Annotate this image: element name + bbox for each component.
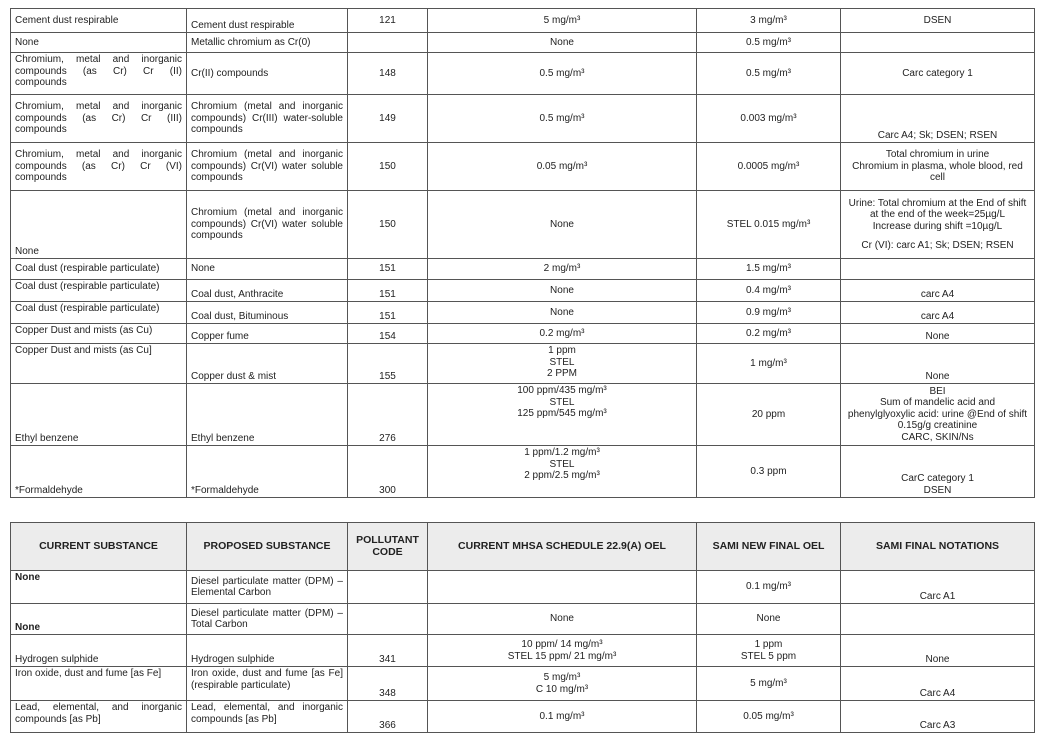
pollutant-code: 276: [348, 384, 428, 446]
current-oel: None: [428, 280, 697, 302]
table-row: [11, 701, 1035, 733]
new-oel: 0.3 ppm: [697, 446, 841, 498]
current-oel: 0.5 mg/m³: [428, 53, 697, 95]
notations: DSEN: [841, 9, 1035, 33]
notations: None: [841, 635, 1035, 667]
notations: CarC category 1 DSEN: [841, 446, 1035, 498]
current-substance: Coal dust (respirable particulate): [11, 280, 187, 302]
current-substance: Copper Dust and mists (as Cu]: [11, 344, 187, 384]
pollutant-code: 151: [348, 259, 428, 280]
current-substance: None: [11, 604, 187, 635]
oel-table-1: [10, 8, 1035, 498]
notations: Carc A3: [841, 701, 1035, 733]
current-substance: Ethyl benzene: [11, 384, 187, 446]
pollutant-code: 150: [348, 143, 428, 191]
table-row: [11, 571, 1035, 604]
current-oel: 0.1 mg/m³: [428, 701, 697, 733]
notations: None: [841, 324, 1035, 344]
new-oel: 20 ppm: [697, 384, 841, 446]
current-oel: [428, 571, 697, 604]
pollutant-code: 300: [348, 446, 428, 498]
new-oel: 5 mg/m³: [697, 667, 841, 701]
table-row: [11, 604, 1035, 635]
notations: Carc A4: [841, 667, 1035, 701]
current-substance: None: [11, 191, 187, 259]
current-substance: Chromium, metal and inorganic compounds (as Cr) Cr (VI) compounds: [11, 143, 187, 191]
header-row: [11, 523, 1035, 571]
table-row: [11, 280, 1035, 302]
new-oel: 1 mg/m³: [697, 344, 841, 384]
pollutant-code: 155: [348, 344, 428, 384]
new-oel: STEL 0.015 mg/m³: [697, 191, 841, 259]
current-oel: 0.5 mg/m³: [428, 95, 697, 143]
new-oel: 0.9 mg/m³: [697, 302, 841, 324]
current-oel: 5 mg/m³: [428, 9, 697, 33]
proposed-substance: Cement dust respirable: [187, 9, 348, 33]
new-oel: 3 mg/m³: [697, 9, 841, 33]
table-row: [11, 667, 1035, 701]
header-notations: SAMI FINAL NOTATIONS: [841, 523, 1035, 571]
notations: Urine: Total chromium at the End of shift at the end of the week=25µg/L Increase during shift =10µg/L Cr (VI): carc A1; Sk; DSEN; RSEN: [841, 191, 1035, 259]
current-oel: 0.05 mg/m³: [428, 143, 697, 191]
current-substance: Lead, elemental, and inorganic compounds [as Pb]: [11, 701, 187, 733]
new-oel: 0.2 mg/m³: [697, 324, 841, 344]
proposed-substance: Copper fume: [187, 324, 348, 344]
current-substance: Iron oxide, dust and fume [as Fe]: [11, 667, 187, 701]
new-oel: None: [697, 604, 841, 635]
current-substance: None: [11, 571, 187, 604]
proposed-substance: Metallic chromium as Cr(0): [187, 33, 348, 53]
pollutant-code: 151: [348, 280, 428, 302]
table-row: [11, 143, 1035, 191]
header-current-oel: CURRENT MHSA SCHEDULE 22.9(A) OEL: [428, 523, 697, 571]
notations: Total chromium in urine Chromium in plasma, whole blood, red cell: [841, 143, 1035, 191]
proposed-substance: Copper dust & mist: [187, 344, 348, 384]
new-oel: 0.1 mg/m³: [697, 571, 841, 604]
current-substance: Chromium, metal and inorganic compounds (as Cr) Cr (III) compounds: [11, 95, 187, 143]
current-substance: Coal dust (respirable particulate): [11, 259, 187, 280]
notations: BEI Sum of mandelic acid and phenylglyoxylic acid: urine @End of shift 0.15g/g creatinine CARC, SKIN/Ns: [841, 384, 1035, 446]
pollutant-code: [348, 33, 428, 53]
proposed-substance: Diesel particulate matter (DPM) – Elemental Carbon: [187, 571, 348, 604]
new-oel: 1 ppm STEL 5 ppm: [697, 635, 841, 667]
pollutant-code: 121: [348, 9, 428, 33]
proposed-substance: Iron oxide, dust and fume [as Fe] (respirable particulate): [187, 667, 348, 701]
table-row: [11, 384, 1035, 446]
new-oel: 0.05 mg/m³: [697, 701, 841, 733]
current-substance: Hydrogen sulphide: [11, 635, 187, 667]
table-row: [11, 53, 1035, 95]
notations: [841, 604, 1035, 635]
new-oel: 0.5 mg/m³: [697, 33, 841, 53]
table-row: [11, 324, 1035, 344]
current-oel: None: [428, 302, 697, 324]
pollutant-code: [348, 571, 428, 604]
new-oel: 1.5 mg/m³: [697, 259, 841, 280]
table-row: [11, 635, 1035, 667]
current-substance: None: [11, 33, 187, 53]
proposed-substance: Chromium (metal and inorganic compounds) Cr(VI) water soluble compounds: [187, 191, 348, 259]
current-oel: 1 ppm STEL 2 PPM: [428, 344, 697, 384]
current-substance: Cement dust respirable: [11, 9, 187, 33]
pollutant-code: 149: [348, 95, 428, 143]
header-proposed-substance: PROPOSED SUBSTANCE: [187, 523, 348, 571]
notations: None: [841, 344, 1035, 384]
table-row: [11, 344, 1035, 384]
pollutant-code: 154: [348, 324, 428, 344]
proposed-substance: Lead, elemental, and inorganic compounds [as Pb]: [187, 701, 348, 733]
notations: carc A4: [841, 280, 1035, 302]
current-oel: 2 mg/m³: [428, 259, 697, 280]
current-oel: 0.2 mg/m³: [428, 324, 697, 344]
table-row: [11, 302, 1035, 324]
notations: [841, 33, 1035, 53]
proposed-substance: None: [187, 259, 348, 280]
current-substance: Copper Dust and mists (as Cu): [11, 324, 187, 344]
header-pollutant-code: POLLUTANT CODE: [348, 523, 428, 571]
current-oel: 1 ppm/1.2 mg/m³ STEL 2 ppm/2.5 mg/m³: [428, 446, 697, 498]
pollutant-code: [348, 604, 428, 635]
pollutant-code: 151: [348, 302, 428, 324]
current-substance: Coal dust (respirable particulate): [11, 302, 187, 324]
new-oel: 0.4 mg/m³: [697, 280, 841, 302]
current-oel: None: [428, 604, 697, 635]
current-substance: Chromium, metal and inorganic compounds (as Cr) Cr (II) compounds: [11, 53, 187, 95]
table-row: [11, 259, 1035, 280]
current-oel: None: [428, 191, 697, 259]
new-oel: 0.003 mg/m³: [697, 95, 841, 143]
table-row: [11, 446, 1035, 498]
pollutant-code: 150: [348, 191, 428, 259]
proposed-substance: Chromium (metal and inorganic compounds) Cr(VI) water soluble compounds: [187, 143, 348, 191]
new-oel: 0.0005 mg/m³: [697, 143, 841, 191]
table-row: [11, 191, 1035, 259]
header-current-substance: CURRENT SUBSTANCE: [11, 523, 187, 571]
table-row: [11, 33, 1035, 53]
pollutant-code: 366: [348, 701, 428, 733]
pollutant-code: 148: [348, 53, 428, 95]
new-oel: 0.5 mg/m³: [697, 53, 841, 95]
notations: Carc A1: [841, 571, 1035, 604]
notations: carc A4: [841, 302, 1035, 324]
proposed-substance: Chromium (metal and inorganic compounds) Cr(III) water-soluble compounds: [187, 95, 348, 143]
current-oel: None: [428, 33, 697, 53]
header-new-oel: SAMI NEW FINAL OEL: [697, 523, 841, 571]
pollutant-code: 348: [348, 667, 428, 701]
proposed-substance: Coal dust, Anthracite: [187, 280, 348, 302]
pollutant-code: 341: [348, 635, 428, 667]
oel-table-2: [10, 522, 1035, 733]
proposed-substance: *Formaldehyde: [187, 446, 348, 498]
proposed-substance: Cr(II) compounds: [187, 53, 348, 95]
current-oel: 5 mg/m³ C 10 mg/m³: [428, 667, 697, 701]
notations: Carc category 1: [841, 53, 1035, 95]
table-row: [11, 9, 1035, 33]
table-row: [11, 95, 1035, 143]
proposed-substance: Coal dust, Bituminous: [187, 302, 348, 324]
proposed-substance: Hydrogen sulphide: [187, 635, 348, 667]
notations: [841, 259, 1035, 280]
current-oel: 100 ppm/435 mg/m³ STEL 125 ppm/545 mg/m³: [428, 384, 697, 446]
notations: Carc A4; Sk; DSEN; RSEN: [841, 95, 1035, 143]
current-oel: 10 ppm/ 14 mg/m³ STEL 15 ppm/ 21 mg/m³: [428, 635, 697, 667]
proposed-substance: Ethyl benzene: [187, 384, 348, 446]
proposed-substance: Diesel particulate matter (DPM) – Total Carbon: [187, 604, 348, 635]
current-substance: *Formaldehyde: [11, 446, 187, 498]
